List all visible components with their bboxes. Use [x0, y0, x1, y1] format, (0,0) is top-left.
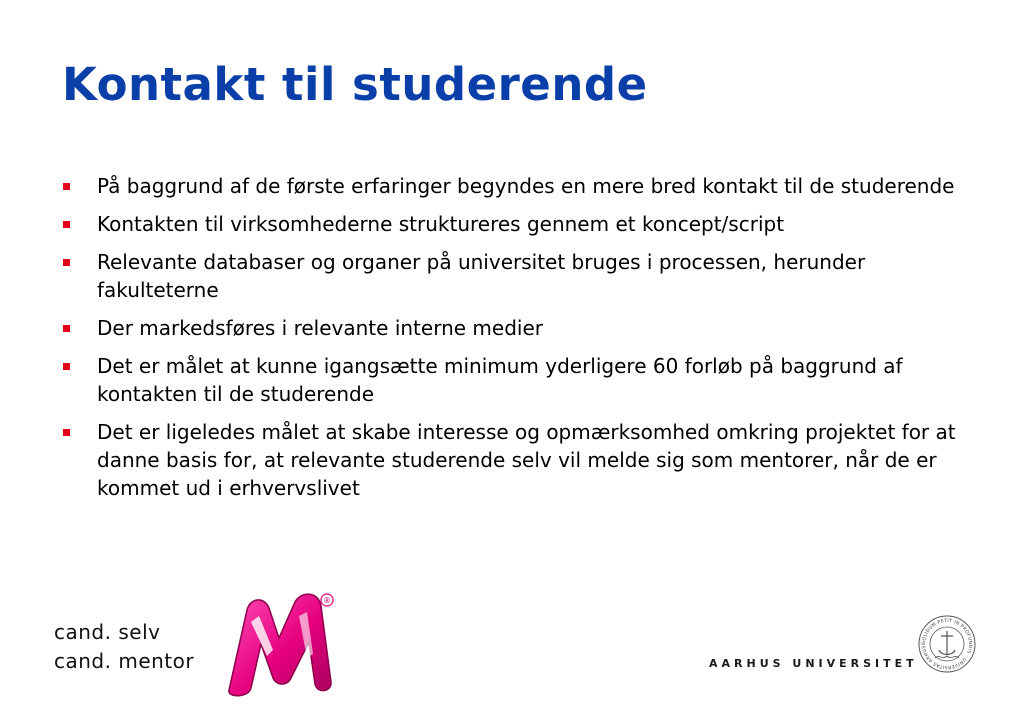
bullet-list	[60, 172, 960, 512]
bullet-item	[60, 210, 960, 238]
seal-text: SOLIDUM PETIT IN PROFUNDIS · UNIVERSITAS ARHUSI	[921, 618, 973, 670]
tagline-line-2: cand. mentor	[54, 649, 195, 673]
bullet-square-icon	[63, 325, 70, 332]
bullet-text: På baggrund af de første erfaringer begyndes en mere bred kontakt til de studerende	[97, 174, 955, 198]
bullet-text: Kontakten til virksomhederne struktureres gennem et koncept/script	[97, 212, 785, 236]
university-wordmark: AARHUS UNIVERSITET	[709, 657, 918, 670]
bullet-square-icon	[63, 221, 70, 228]
tagline	[54, 618, 194, 676]
tagline-line-1: cand. selv	[54, 620, 161, 644]
bullet-square-icon	[63, 259, 70, 266]
bullet-item	[60, 352, 960, 408]
bullet-item	[60, 172, 960, 200]
bullet-text: Der markedsføres i relevante interne medier	[97, 316, 543, 340]
bullet-square-icon	[63, 183, 70, 190]
university-seal-icon	[917, 614, 977, 674]
bullet-text: Det er målet at kunne igangsætte minimum yderligere 60 forløb på baggrund af kontakten til de studerende	[97, 354, 903, 406]
bullet-text: Relevante databaser og organer på universitet bruges i processen, herunder fakulteterne	[97, 250, 866, 302]
bullet-item	[60, 248, 960, 304]
registered-mark: ®	[323, 596, 331, 605]
bullet-text: Det er ligeledes målet at skabe interesse og opmærksomhed omkring projektet for at danne basis for, at relevante studerende selv vil melde sig som mentorer, når de er kommet ud i erhvervslivet	[97, 420, 956, 500]
bullet-item	[60, 418, 960, 502]
bullet-square-icon	[63, 429, 70, 436]
bullet-square-icon	[63, 363, 70, 370]
mentor-m-logo	[221, 586, 339, 698]
bullet-item	[60, 314, 960, 342]
slide-title: Kontakt til studerende	[62, 58, 648, 111]
